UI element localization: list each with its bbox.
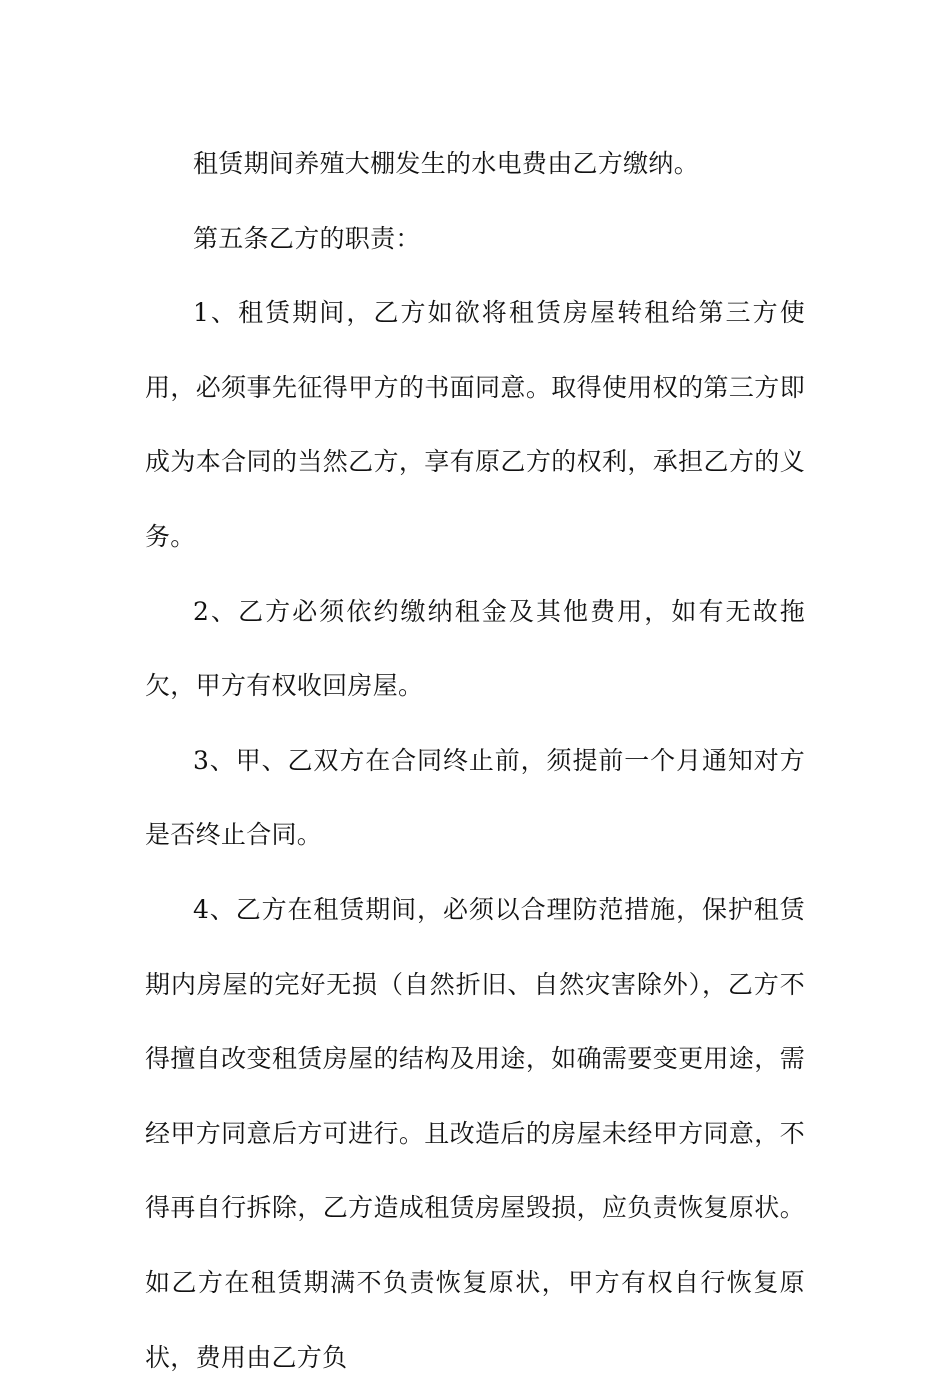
document-body bbox=[145, 127, 805, 1395]
paragraph-clause-2: 2、乙方必须依约缴纳租金及其他费用，如有无故拖欠，甲方有权收回房屋。 bbox=[145, 596, 805, 701]
paragraph-clause-1: 1、租赁期间，乙方如欲将租赁房屋转租给第三方使用，必须事先征得甲方的书面同意。取得使用权的第三方即成为本合同的当然乙方，享有原乙方的权利，承担乙方的义务。 bbox=[145, 298, 805, 551]
paragraph-clause-4: 4、乙方在租赁期间，必须以合理防范措施，保护租赁期内房屋的完好无损（自然折旧、自然灾害除外），乙方不得擅自改变租赁房屋的结构及用途，如确需要变更用途，需经甲方同意后方可进行。且改造后的房屋未经甲方同意，不得再自行拆除，乙方造成租赁房屋毁损，应负责恢复原状。如乙方在租赁期满不负责恢复原状，甲方有权自行恢复原状，费用由乙方负 bbox=[145, 894, 805, 1372]
paragraph-clause-3: 3、甲、乙双方在合同终止前，须提前一个月通知对方是否终止合同。 bbox=[145, 745, 805, 850]
paragraph-utility-fees: 租赁期间养殖大棚发生的水电费由乙方缴纳。 bbox=[193, 149, 700, 178]
paragraph-article-five-heading: 第五条乙方的职责： bbox=[193, 223, 421, 253]
